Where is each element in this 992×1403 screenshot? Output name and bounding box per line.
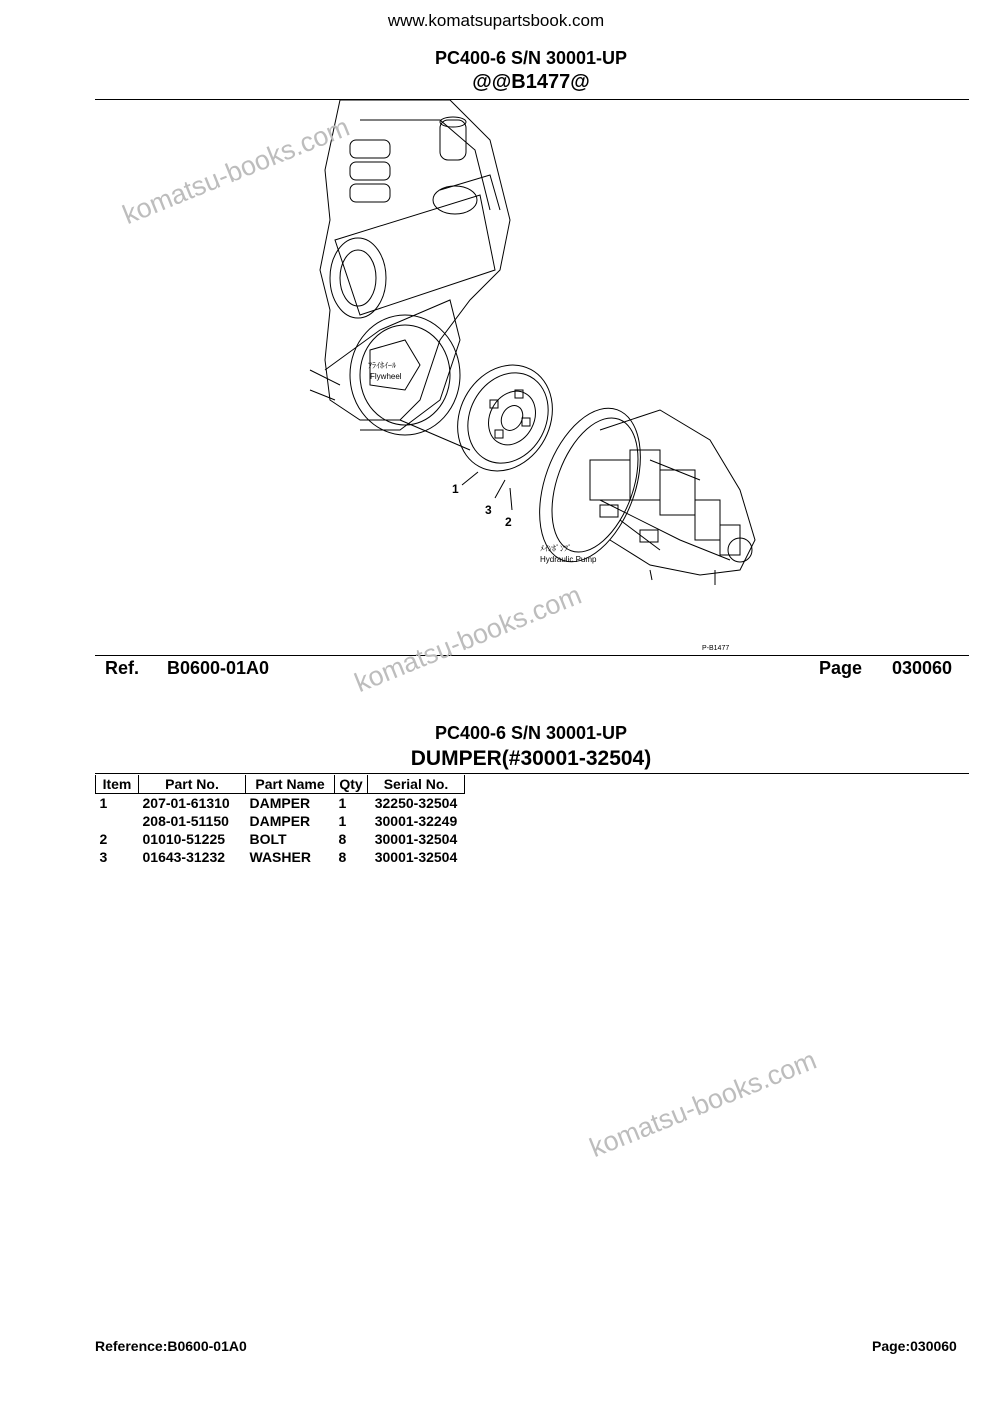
cell-serial-no: 32250-32504 (374, 795, 458, 811)
cell-item: 3 (99, 849, 108, 865)
header-model: PC400-6 S/N 30001-UP (434, 48, 628, 68)
header-code: @@B1477@ (472, 71, 590, 93)
cell-serial-no: 30001-32249 (374, 813, 458, 829)
footer-reference: Reference:B0600-01A0 (95, 1338, 247, 1354)
damper-disc-drawing (439, 348, 570, 487)
cell-part-no: 208-01-51150 (142, 813, 229, 829)
watermark: komatsu-books.com (118, 111, 354, 231)
watermark: komatsu-books.com (350, 579, 586, 699)
watermark: komatsu-books.com (585, 1044, 821, 1164)
cell-part-name: WASHER (249, 849, 311, 865)
cell-item: 1 (99, 795, 108, 811)
table-row (96, 848, 465, 866)
column-header-qty: Qty (335, 775, 368, 794)
engine-block-drawing (310, 100, 510, 450)
cell-serial-no: 30001-32504 (374, 849, 458, 865)
cell-part-no: 207-01-61310 (142, 795, 230, 811)
cell-part-name: BOLT (249, 831, 287, 847)
ref-value: B0600-01A0 (167, 658, 270, 678)
note-pump-jp: ﾒｲﾝﾎﾟﾝﾌﾟ (540, 544, 572, 553)
cell-qty: 8 (338, 831, 347, 847)
cell-qty: 8 (338, 849, 347, 865)
column-header-part-name: Part Name (246, 775, 335, 794)
callout-3: 3 (485, 503, 492, 517)
note-pump: Hydraulic Pump (540, 555, 597, 564)
cell-qty: 1 (338, 813, 347, 829)
table-row (96, 830, 465, 848)
cell-item (96, 812, 139, 830)
table-row (96, 812, 465, 830)
cell-serial-no: 30001-32504 (374, 831, 458, 847)
callout-2: 2 (505, 515, 512, 529)
table-row (96, 794, 465, 813)
cell-item: 2 (99, 831, 108, 847)
section-rule (95, 773, 969, 774)
ref-rule (95, 655, 969, 656)
ref-label: Ref. (105, 658, 140, 678)
note-flywheel-jp: ﾌﾗｲﾎｲｰﾙ (368, 361, 396, 370)
page-label: Page (819, 658, 863, 678)
cell-part-no: 01643-31232 (142, 849, 226, 865)
site-url: www.komatsupartsbook.com (387, 11, 605, 30)
column-header-part-no: Part No. (139, 775, 246, 794)
callout-1: 1 (452, 482, 459, 496)
cell-part-name: DAMPER (249, 813, 311, 829)
parts-table (95, 775, 465, 866)
table-header-row (96, 775, 465, 794)
figure-code: P-B1477 (702, 645, 730, 652)
section-title: DUMPER(#30001-32504) (410, 747, 652, 770)
column-header-item: Item (96, 775, 139, 794)
column-header-serial-no: Serial No. (368, 775, 465, 794)
cell-part-name: DAMPER (249, 795, 311, 811)
note-flywheel: Flywheel (370, 372, 402, 381)
footer-page: Page:030060 (872, 1338, 957, 1354)
page-value: 030060 (892, 658, 953, 678)
cell-qty: 1 (338, 795, 347, 811)
section-model: PC400-6 S/N 30001-UP (434, 723, 628, 743)
cell-part-no: 01010-51225 (142, 831, 226, 847)
